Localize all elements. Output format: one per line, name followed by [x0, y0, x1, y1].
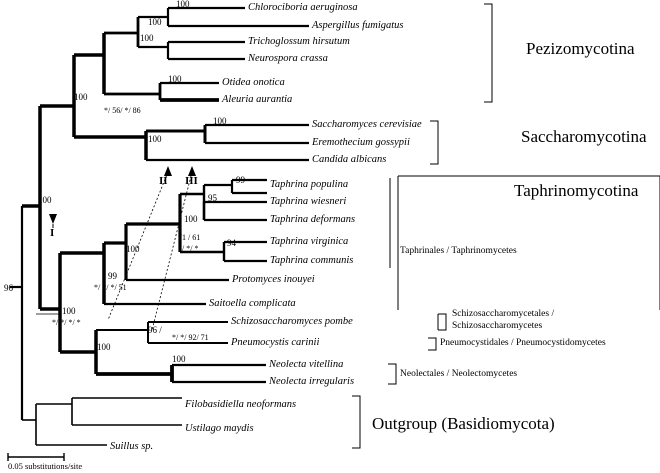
taxon-label-eremothecium: Eremothecium gossypii: [312, 137, 410, 148]
taxon-label-filobasidiella: Filobasidiella neoformans: [185, 399, 297, 410]
taxon-label-saitoella: Saitoella complicata: [209, 298, 296, 309]
support-value-taphrina-wiesneri-node: 95: [208, 193, 217, 203]
support-value-root: 96: [4, 283, 13, 293]
support-value-saitoella-mixed: */ */ */ 51: [94, 283, 127, 292]
taxon-label-chlorociboria: Chlorociboria aeruginosa: [248, 2, 358, 13]
clade-label-pezizomycotina: Pezizomycotina: [526, 39, 635, 58]
taxon-label-suillus: Suillus sp.: [110, 441, 154, 452]
taxon-label-taphrina-deformans: Taphrina deformans: [270, 214, 356, 225]
order-label-schizosaccharomycetales-line2: Schizosaccharomycetes: [452, 321, 543, 331]
taxon-label-saccharomyces: Saccharomyces cerevisiae: [312, 119, 422, 130]
order-label-pneumocystidales: Pneumocystidales / Pneumocystidomycetes: [440, 338, 606, 348]
taxon-label-candida: Candida albicans: [312, 154, 387, 165]
support-value-taphrina-clade: 100: [184, 214, 198, 224]
taxon-label-taphrina-populina: Taphrina populina: [270, 179, 349, 190]
node-marker-ii: II: [159, 175, 168, 187]
taxon-label-otidea: Otidea onotica: [222, 77, 285, 88]
order-label-taphrinales: Taphrinales / Taphrinomycetes: [400, 246, 517, 256]
support-value-saccharomycotina: 100: [148, 134, 162, 144]
taxon-label-trichoglossum: Trichoglossum hirsutum: [248, 36, 350, 47]
taxon-label-schizosaccharomyces: Schizosaccharomyces pombe: [231, 316, 353, 327]
scale-bar-label: 0.05 substitutions/site: [8, 461, 83, 471]
taxon-label-ustilago: Ustilago maydis: [185, 423, 254, 434]
support-value-protomyces-node: 100: [126, 244, 140, 254]
support-value-schizo-mixed: */ */ 92/ 71: [172, 333, 209, 342]
taxon-label-aleuria: Aleuria aurantia: [222, 94, 293, 105]
taxon-label-taphrina-communis: Taphrina communis: [270, 255, 354, 266]
clade-label-outgroup: Outgroup (Basidiomycota): [372, 414, 555, 433]
taxon-label-neolecta-vitellina: Neolecta vitellina: [269, 359, 344, 370]
support-value-taphrina-virginica-node: 94: [227, 238, 236, 248]
node-marker-iii: III: [185, 175, 198, 187]
taxon-label-protomyces: Protomyces inouyei: [232, 274, 315, 285]
clade-label-saccharomycotina: Saccharomycotina: [521, 127, 647, 146]
support-value-pezizomycotina: 100: [74, 92, 88, 102]
support-value-pezizales: 100: [168, 74, 182, 84]
support-value-taphrina-mixed-2: / */ *: [182, 244, 199, 253]
support-value-trichoglossum-neurospora: 100: [148, 17, 162, 27]
taxon-label-neolecta-irregularis: Neolecta irregularis: [269, 376, 355, 387]
support-value-schizo-node: 96 /: [148, 325, 162, 335]
taxon-label-neurospora: Neurospora crassa: [248, 53, 328, 64]
support-value-basal-node: 100: [62, 306, 76, 316]
support-value-pezizo-mixed: */ 56/ */ 86: [104, 106, 141, 115]
support-value-taphrina-populina-node: 99: [236, 175, 245, 185]
support-value-neolecta-node: 100: [172, 354, 186, 364]
support-value-chlorociboria-aspergillus: 100: [176, 0, 190, 9]
support-value-basal-mixed: */ */ */ *: [52, 318, 81, 327]
taxon-label-pneumocystis: Pneumocystis carinii: [231, 337, 320, 348]
support-value-leotiomyceta: 100: [140, 33, 154, 43]
taxon-label-aspergillus: Aspergillus fumigatus: [312, 20, 404, 31]
support-value-pneumocystis-node: 100: [97, 342, 111, 352]
node-marker-i: I: [50, 227, 55, 239]
support-value-taphrina-mixed-1: 71 / 61: [178, 233, 201, 242]
support-value-ascomycota: 100: [38, 195, 52, 205]
order-label-schizosaccharomycetales-line1: Schizosaccharomycetales /: [452, 309, 555, 319]
clade-label-taphrinomycotina: Taphrinomycotina: [514, 181, 639, 200]
taxon-label-taphrina-virginica: Taphrina virginica: [270, 236, 349, 247]
order-label-neolectales: Neolectales / Neolectomycetes: [400, 369, 518, 379]
support-value-saccharomyces-eremothecium: 100: [213, 116, 227, 126]
taxon-label-taphrina-wiesneri: Taphrina wiesneri: [270, 196, 347, 207]
support-value-saitoella-node: 99: [108, 271, 117, 281]
